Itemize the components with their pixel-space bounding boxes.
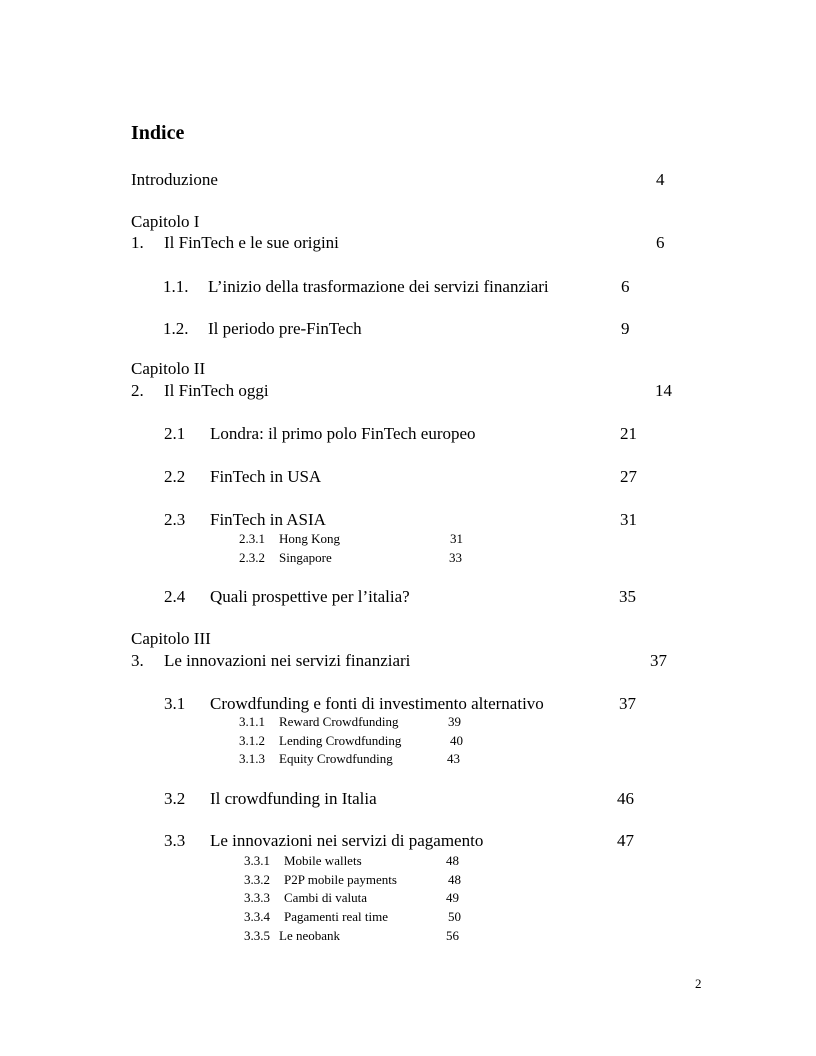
subsection-number: 3.3.3	[244, 890, 270, 905]
chapter-heading: Capitolo II	[131, 359, 206, 378]
section-number: 2.1	[164, 424, 186, 443]
subsection-page: 50	[448, 909, 461, 924]
section-number: 2.2	[164, 467, 186, 486]
subsection-title: Cambi di valuta	[284, 890, 368, 905]
chapter-page: 6	[656, 233, 665, 252]
section-page: 31	[620, 510, 637, 529]
subsection-number: 2.3.1	[239, 531, 265, 546]
section-page: 37	[619, 694, 636, 713]
section-title: FinTech in USA	[210, 467, 322, 486]
subsection-title: Le neobank	[279, 928, 341, 943]
section-page: 35	[619, 587, 636, 606]
toc-entry-label: Introduzione	[131, 170, 218, 189]
section-title: Le innovazioni nei servizi di pagamento	[210, 831, 484, 850]
subsection-page: 31	[450, 531, 463, 546]
section-title: L’inizio della trasformazione dei servizi finanziari	[208, 277, 549, 296]
chapter-heading: Capitolo I	[131, 212, 200, 231]
subsection-page: 56	[446, 928, 459, 943]
subsection-page: 33	[449, 550, 462, 565]
section-title: Crowdfunding e fonti di investimento alternativo	[210, 694, 544, 713]
subsection-page: 48	[448, 872, 461, 887]
section-page: 47	[617, 831, 634, 850]
chapter-title: Le innovazioni nei servizi finanziari	[164, 651, 411, 670]
subsection-number: 3.3.5	[244, 928, 270, 943]
chapter-page: 37	[650, 651, 667, 670]
subsection-number: 3.1.2	[239, 733, 265, 748]
section-page: 46	[617, 789, 634, 808]
section-page: 6	[621, 277, 630, 296]
chapter-number: 3.	[131, 651, 144, 670]
subsection-number: 3.1.3	[239, 751, 265, 766]
subsection-page: 49	[446, 890, 459, 905]
section-number: 3.1	[164, 694, 186, 713]
subsection-title: P2P mobile payments	[284, 872, 397, 887]
chapter-title: Il FinTech e le sue origini	[164, 233, 339, 252]
section-title: Il crowdfunding in Italia	[210, 789, 377, 808]
subsection-title: Pagamenti real time	[284, 909, 388, 924]
subsection-title: Equity Crowdfunding	[279, 751, 393, 766]
page-number: 2	[695, 976, 702, 991]
subsection-page: 40	[450, 733, 463, 748]
subsection-title: Reward Crowdfunding	[279, 714, 399, 729]
chapter-heading: Capitolo III	[131, 629, 211, 648]
page-title: Indice	[131, 122, 185, 144]
section-page: 9	[621, 319, 630, 338]
section-number: 2.4	[164, 587, 186, 606]
chapter-page: 14	[655, 381, 672, 400]
section-page: 27	[620, 467, 637, 486]
section-number: 1.1.	[163, 277, 189, 296]
subsection-title: Singapore	[279, 550, 332, 565]
chapter-number: 2.	[131, 381, 144, 400]
section-number: 1.2.	[163, 319, 189, 338]
subsection-number: 3.3.1	[244, 853, 270, 868]
section-title: Londra: il primo polo FinTech europeo	[210, 424, 476, 443]
subsection-number: 3.3.2	[244, 872, 270, 887]
subsection-page: 39	[448, 714, 461, 729]
chapter-number: 1.	[131, 233, 144, 252]
chapter-title: Il FinTech oggi	[164, 381, 269, 400]
subsection-number: 2.3.2	[239, 550, 265, 565]
section-number: 3.2	[164, 789, 186, 808]
section-title: Il periodo pre-FinTech	[208, 319, 362, 338]
subsection-page: 48	[446, 853, 459, 868]
subsection-title: Hong Kong	[279, 531, 341, 546]
toc-entry-page: 4	[656, 170, 665, 189]
section-page: 21	[620, 424, 637, 443]
section-title: FinTech in ASIA	[210, 510, 326, 529]
subsection-title: Mobile wallets	[284, 853, 362, 868]
subsection-title: Lending Crowdfunding	[279, 733, 402, 748]
section-number: 2.3	[164, 510, 186, 529]
section-title: Quali prospettive per l’italia?	[210, 587, 410, 606]
subsection-page: 43	[447, 751, 460, 766]
subsection-number: 3.3.4	[244, 909, 270, 924]
section-number: 3.3	[164, 831, 186, 850]
subsection-number: 3.1.1	[239, 714, 265, 729]
